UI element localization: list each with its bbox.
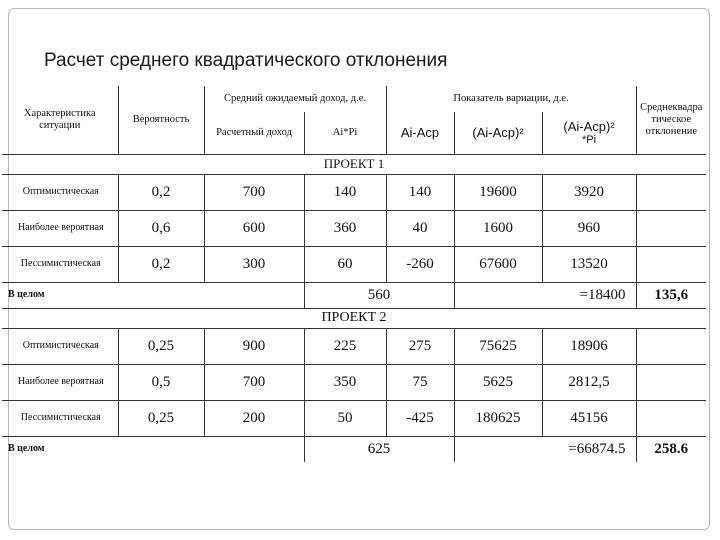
ai-acp-sq-cell: 180625 <box>454 400 542 436</box>
total-ai-pi: 625 <box>304 436 454 462</box>
ai-acp-sq-cell: 19600 <box>454 174 542 210</box>
income-cell: 300 <box>204 246 304 282</box>
header-ai-acp-sq-pi <box>542 112 636 154</box>
situation-cell: Наиболее вероятная <box>2 210 118 246</box>
ai-acp-cell: -260 <box>386 246 454 282</box>
std-dev-table <box>2 86 706 462</box>
project-2-label: ПРОЕКТ 2 <box>2 308 706 328</box>
header-std-dev: Среднеквадра тическое отклонение <box>640 101 703 137</box>
table-row <box>2 246 706 282</box>
ai-acp-sq-pi-cell: 13520 <box>542 246 636 282</box>
ai-acp-sq-pi-cell: 45156 <box>542 400 636 436</box>
income-cell: 700 <box>204 174 304 210</box>
probability-cell: 0,2 <box>118 246 204 282</box>
income-cell: 600 <box>204 210 304 246</box>
ai-acp-sq-cell: 5625 <box>454 364 542 400</box>
ai-pi-cell: 60 <box>304 246 386 282</box>
table-row <box>2 400 706 436</box>
ai-acp-sq-cell: 1600 <box>454 210 542 246</box>
table-row <box>2 364 706 400</box>
situation-cell: Оптимистическая <box>2 174 118 210</box>
ai-pi-cell: 50 <box>304 400 386 436</box>
total-std-dev: 258.6 <box>654 440 689 457</box>
income-cell: 200 <box>204 400 304 436</box>
income-cell: 900 <box>204 328 304 364</box>
header-ai-acp-sq-pi-line1: (Ai-Acp)² <box>563 119 615 135</box>
total-std-dev: 135,6 <box>636 282 706 308</box>
probability-cell: 0,25 <box>118 400 204 436</box>
ai-acp-cell: 75 <box>386 364 454 400</box>
total-row <box>2 436 706 462</box>
header-probability: Вероятность <box>118 86 204 154</box>
page-title: Расчет среднего квадратического отклонения <box>44 50 448 71</box>
std-dev-cell <box>636 364 706 400</box>
situation-cell: Пессимистическая <box>2 246 118 282</box>
ai-acp-sq-cell: 75625 <box>454 328 542 364</box>
header-ai-pi: Ai*Pi <box>304 112 386 154</box>
probability-cell: 0,6 <box>118 210 204 246</box>
header-situation: Характеристика ситуации <box>2 86 118 154</box>
probability-cell: 0,25 <box>118 328 204 364</box>
ai-acp-sq-pi-cell: 2812,5 <box>542 364 636 400</box>
income-cell: 700 <box>204 364 304 400</box>
total-label: В целом <box>2 436 304 462</box>
total-row <box>2 282 706 308</box>
total-label: В целом <box>2 282 304 308</box>
std-dev-cell <box>636 328 706 364</box>
std-dev-cell <box>636 246 706 282</box>
header-ai-acp: Ai-Acp <box>386 112 454 154</box>
header-ai-acp-sq-pi-line2: *Pi <box>581 134 597 147</box>
ai-pi-cell: 360 <box>304 210 386 246</box>
header-ai-acp-sq: (Ai-Acp)² <box>454 112 542 154</box>
std-dev-cell <box>636 210 706 246</box>
table-row <box>2 174 706 210</box>
ai-pi-cell: 350 <box>304 364 386 400</box>
total-ai-pi: 560 <box>304 282 454 308</box>
ai-pi-cell: 225 <box>304 328 386 364</box>
table-row <box>2 210 706 246</box>
project-1-label: ПРОЕКТ 1 <box>2 154 706 174</box>
ai-acp-sq-cell: 67600 <box>454 246 542 282</box>
ai-acp-sq-pi-cell: 960 <box>542 210 636 246</box>
ai-pi-cell: 140 <box>304 174 386 210</box>
total-ai-acp-sq-pi: =18400 <box>454 282 636 308</box>
ai-acp-cell: 140 <box>386 174 454 210</box>
ai-acp-cell: -425 <box>386 400 454 436</box>
total-ai-acp-sq-pi: =66874.5 <box>454 436 636 462</box>
situation-cell: Оптимистическая <box>2 328 118 364</box>
ai-acp-cell: 275 <box>386 328 454 364</box>
ai-acp-sq-pi-cell: 3920 <box>542 174 636 210</box>
std-dev-cell <box>636 400 706 436</box>
probability-cell: 0,2 <box>118 174 204 210</box>
situation-cell: Пессимистическая <box>2 400 118 436</box>
ai-acp-sq-pi-cell: 18906 <box>542 328 636 364</box>
ai-acp-cell: 40 <box>386 210 454 246</box>
situation-cell: Наиболее вероятная <box>2 364 118 400</box>
header-calc-income: Расчетный доход <box>204 112 304 154</box>
header-variation: Показатель вариации, д.е. <box>386 86 636 112</box>
std-dev-cell <box>636 174 706 210</box>
table-row <box>2 328 706 364</box>
header-expected-income: Средний ожидаемый доход, д.е. <box>204 86 386 112</box>
probability-cell: 0,5 <box>118 364 204 400</box>
